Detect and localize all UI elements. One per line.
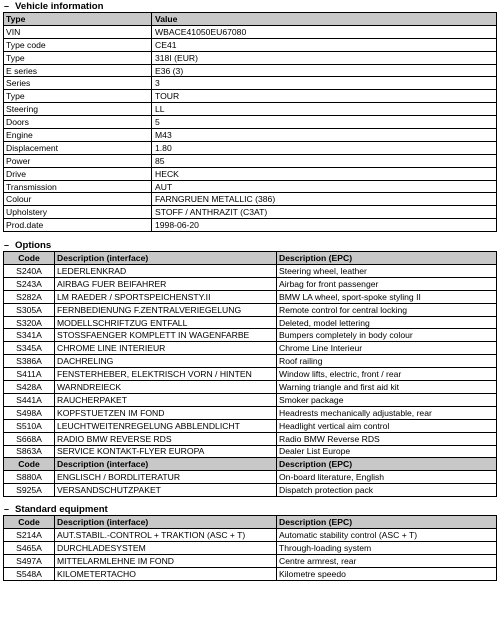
- cell-desc-interface: CHROME LINE INTERIEUR: [55, 342, 277, 355]
- cell-value: CE41: [152, 38, 497, 51]
- cell-value: LL: [152, 103, 497, 116]
- table-row: [4, 25, 497, 38]
- cell-desc-epc: Dealer List Europe: [277, 445, 497, 458]
- cell-desc-epc: Steering wheel, leather: [277, 265, 497, 278]
- table-row: [4, 116, 497, 129]
- table-row: [4, 77, 497, 90]
- column-header-code: Code: [4, 458, 55, 471]
- cell-desc-epc: Automatic stability control (ASC + T): [277, 528, 497, 541]
- cell-type: Upholstery: [4, 206, 152, 219]
- column-header-desc-epc: Description (EPC): [277, 252, 497, 265]
- column-header-desc-interface: Description (interface): [55, 252, 277, 265]
- options-section-header[interactable]: [0, 239, 503, 251]
- cell-desc-interface: STOSSFAENGER KOMPLETT IN WAGENFARBE: [55, 329, 277, 342]
- table-row: [4, 277, 497, 290]
- cell-desc-interface: SERVICE KONTAKT-FLYER EUROPA: [55, 445, 277, 458]
- cell-code: S282A: [4, 290, 55, 303]
- standard-section-title: Standard equipment: [15, 503, 108, 515]
- cell-code: S428A: [4, 381, 55, 394]
- cell-code: S341A: [4, 329, 55, 342]
- cell-desc-interface: MODELLSCHRIFTZUG ENTFALL: [55, 316, 277, 329]
- cell-desc-interface: DURCHLADESYSTEM: [55, 541, 277, 554]
- cell-desc-epc: Deleted, model lettering: [277, 316, 497, 329]
- cell-desc-interface: KOPFSTUETZEN IM FOND: [55, 406, 277, 419]
- cell-desc-epc: Dispatch protection pack: [277, 484, 497, 497]
- vehicle-section-title: Vehicle information: [15, 0, 104, 12]
- table-header-row: [4, 252, 497, 265]
- cell-type: Series: [4, 77, 152, 90]
- table-row: [4, 90, 497, 103]
- options-table-body-2: [4, 471, 497, 497]
- cell-code: S863A: [4, 445, 55, 458]
- table-row: [4, 471, 497, 484]
- cell-desc-epc: Window lifts, electric, front / rear: [277, 368, 497, 381]
- table-row: [4, 180, 497, 193]
- cell-code: S548A: [4, 567, 55, 580]
- table-header-row: [4, 13, 497, 26]
- cell-type: Drive: [4, 167, 152, 180]
- cell-value: 3: [152, 77, 497, 90]
- cell-desc-interface: DACHRELING: [55, 355, 277, 368]
- table-row: [4, 129, 497, 142]
- cell-desc-epc: Chrome Line Interieur: [277, 342, 497, 355]
- cell-code: S510A: [4, 419, 55, 432]
- cell-value: E36 (3): [152, 64, 497, 77]
- cell-desc-epc: On-board literature, English: [277, 471, 497, 484]
- table-header-row-repeat: [4, 458, 497, 471]
- cell-code: S320A: [4, 316, 55, 329]
- cell-type: VIN: [4, 25, 152, 38]
- cell-code: S240A: [4, 265, 55, 278]
- table-row: [4, 393, 497, 406]
- table-row: [4, 419, 497, 432]
- cell-code: S498A: [4, 406, 55, 419]
- column-header-code: Code: [4, 516, 55, 529]
- cell-desc-interface: FERNBEDIENUNG F.ZENTRALVERIEGELUNG: [55, 303, 277, 316]
- standard-equipment-table: [3, 515, 497, 580]
- cell-type: Power: [4, 154, 152, 167]
- cell-value: 318I (EUR): [152, 51, 497, 64]
- vehicle-table-body: [4, 25, 497, 231]
- cell-code: S305A: [4, 303, 55, 316]
- cell-value: TOUR: [152, 90, 497, 103]
- table-row: [4, 193, 497, 206]
- table-row: [4, 342, 497, 355]
- collapse-icon[interactable]: –: [3, 504, 9, 515]
- cell-desc-epc: Kilometre speedo: [277, 567, 497, 580]
- cell-desc-interface: ENGLISCH / BORDLITERATUR: [55, 471, 277, 484]
- column-header-desc-interface: Description (interface): [55, 458, 277, 471]
- cell-desc-interface: KILOMETERTACHO: [55, 567, 277, 580]
- cell-desc-epc: Centre armrest, rear: [277, 554, 497, 567]
- cell-desc-epc: Radio BMW Reverse RDS: [277, 432, 497, 445]
- cell-type: Type: [4, 51, 152, 64]
- cell-code: S497A: [4, 554, 55, 567]
- vehicle-info-table: [3, 12, 497, 232]
- table-row: [4, 167, 497, 180]
- table-row: [4, 303, 497, 316]
- standard-section-header[interactable]: [0, 503, 503, 515]
- table-row: [4, 432, 497, 445]
- cell-type: Type code: [4, 38, 152, 51]
- cell-desc-interface: LEUCHTWEITENREGELUNG ABBLENDLICHT: [55, 419, 277, 432]
- cell-code: S465A: [4, 541, 55, 554]
- cell-code: S243A: [4, 277, 55, 290]
- cell-desc-interface: FENSTERHEBER, ELEKTRISCH VORN / HINTEN: [55, 368, 277, 381]
- cell-value: 1998-06-20: [152, 219, 497, 232]
- cell-value: 1.80: [152, 141, 497, 154]
- column-header-value: Value: [152, 13, 497, 26]
- cell-value: 85: [152, 154, 497, 167]
- cell-value: AUT: [152, 180, 497, 193]
- cell-type: E series: [4, 64, 152, 77]
- cell-code: S441A: [4, 393, 55, 406]
- table-row: [4, 528, 497, 541]
- collapse-icon[interactable]: –: [3, 240, 9, 251]
- cell-value: M43: [152, 129, 497, 142]
- table-row: [4, 445, 497, 458]
- options-table: [3, 251, 497, 497]
- column-header-code: Code: [4, 252, 55, 265]
- cell-desc-epc: Airbag for front passenger: [277, 277, 497, 290]
- table-row: [4, 265, 497, 278]
- cell-desc-epc: Warning triangle and first aid kit: [277, 381, 497, 394]
- cell-code: S668A: [4, 432, 55, 445]
- cell-type: Colour: [4, 193, 152, 206]
- cell-value: HECK: [152, 167, 497, 180]
- table-row: [4, 219, 497, 232]
- table-row: [4, 290, 497, 303]
- cell-desc-interface: LM RAEDER / SPORTSPEICHENSTY.II: [55, 290, 277, 303]
- table-row: [4, 355, 497, 368]
- table-row: [4, 103, 497, 116]
- cell-desc-interface: LEDERLENKRAD: [55, 265, 277, 278]
- table-row: [4, 368, 497, 381]
- cell-desc-interface: VERSANDSCHUTZPAKET: [55, 484, 277, 497]
- options-table-body: [4, 265, 497, 458]
- cell-desc-epc: Smoker package: [277, 393, 497, 406]
- cell-desc-interface: AUT.STABIL.-CONTROL + TRAKTION (ASC + T): [55, 528, 277, 541]
- table-row: [4, 381, 497, 394]
- cell-type: Prod.date: [4, 219, 152, 232]
- cell-desc-interface: WARNDREIECK: [55, 381, 277, 394]
- table-row: [4, 206, 497, 219]
- column-header-desc-interface: Description (interface): [55, 516, 277, 529]
- table-row: [4, 567, 497, 580]
- column-header-desc-epc: Description (EPC): [277, 458, 497, 471]
- cell-desc-epc: Roof railing: [277, 355, 497, 368]
- cell-code: S214A: [4, 528, 55, 541]
- table-row: [4, 154, 497, 167]
- cell-value: STOFF / ANTHRAZIT (C3AT): [152, 206, 497, 219]
- cell-type: Doors: [4, 116, 152, 129]
- cell-desc-interface: MITTELARMLEHNE IM FOND: [55, 554, 277, 567]
- table-row: [4, 64, 497, 77]
- table-row: [4, 316, 497, 329]
- table-row: [4, 554, 497, 567]
- table-header-row: [4, 516, 497, 529]
- cell-desc-interface: RAUCHERPAKET: [55, 393, 277, 406]
- cell-desc-epc: BMW LA wheel, sport-spoke styling II: [277, 290, 497, 303]
- cell-value: WBACE41050EU67080: [152, 25, 497, 38]
- cell-desc-interface: AIRBAG FUER BEIFAHRER: [55, 277, 277, 290]
- table-row: [4, 484, 497, 497]
- cell-code: S386A: [4, 355, 55, 368]
- table-row: [4, 141, 497, 154]
- cell-type: Displacement: [4, 141, 152, 154]
- collapse-icon[interactable]: –: [3, 1, 9, 11]
- cell-value: FARNGRUEN METALLIC (386): [152, 193, 497, 206]
- table-row: [4, 541, 497, 554]
- standard-table-body: [4, 528, 497, 580]
- cell-desc-epc: Remote control for central locking: [277, 303, 497, 316]
- table-row: [4, 329, 497, 342]
- cell-type: Transmission: [4, 180, 152, 193]
- table-row: [4, 51, 497, 64]
- cell-code: S925A: [4, 484, 55, 497]
- cell-value: 5: [152, 116, 497, 129]
- cell-type: Engine: [4, 129, 152, 142]
- cell-code: S880A: [4, 471, 55, 484]
- column-header-desc-epc: Description (EPC): [277, 516, 497, 529]
- options-section-title: Options: [15, 239, 52, 251]
- table-row: [4, 406, 497, 419]
- cell-desc-epc: Bumpers completely in body colour: [277, 329, 497, 342]
- cell-desc-epc: Headrests mechanically adjustable, rear: [277, 406, 497, 419]
- cell-desc-epc: Headlight vertical aim control: [277, 419, 497, 432]
- cell-desc-interface: RADIO BMW REVERSE RDS: [55, 432, 277, 445]
- cell-type: Type: [4, 90, 152, 103]
- cell-code: S411A: [4, 368, 55, 381]
- vehicle-section-header[interactable]: [0, 0, 503, 12]
- cell-code: S345A: [4, 342, 55, 355]
- table-row: [4, 38, 497, 51]
- cell-desc-epc: Through-loading system: [277, 541, 497, 554]
- column-header-type: Type: [4, 13, 152, 26]
- cell-type: Steering: [4, 103, 152, 116]
